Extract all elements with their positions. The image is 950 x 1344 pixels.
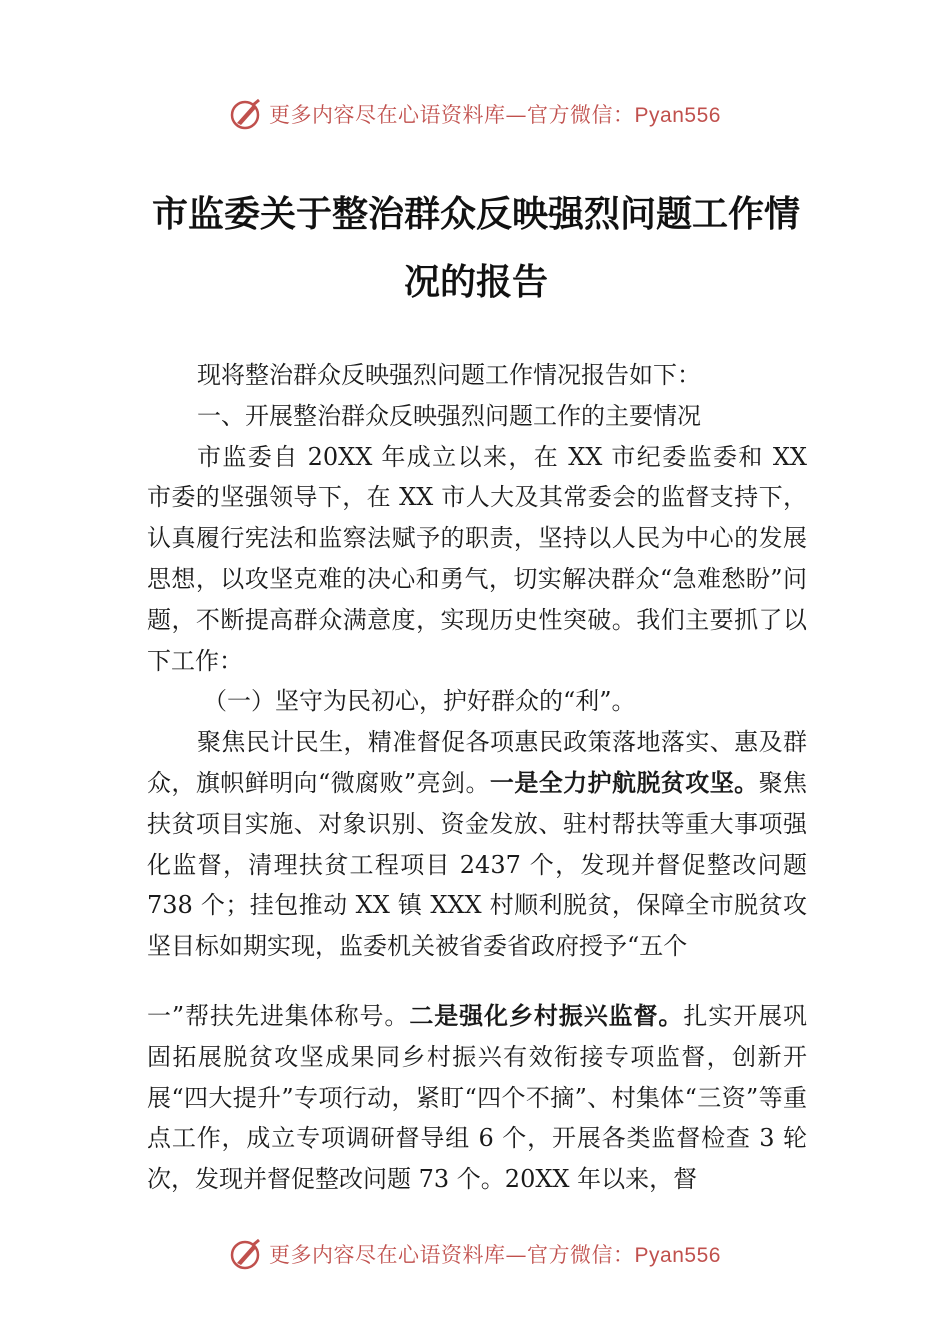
banner-text: 更多内容尽在心语资料库—官方微信：Pyan556 bbox=[269, 1243, 721, 1267]
pen-logo-icon bbox=[229, 1237, 263, 1271]
section-heading-1: 一、开展整治群众反映强烈问题工作的主要情况 bbox=[197, 401, 701, 430]
intro-paragraph: 现将整治群众反映强烈问题工作情况报告如下： bbox=[197, 361, 701, 389]
body-paragraph: 聚焦民计民生，精准督促各项惠民政策落地落实、惠及群众，旗帜鲜明向“微腐败”亮剑。一是全力护航脱贫攻坚。聚焦扶贫项目实施、对象识别、资金发放、驻村帮扶等重大事项强化监督，清理扶贫工程项目 2437 个，发现并督促整改问题 738 个；挂包推动 XX 镇 XXX 村顺利脱贫，保障全市脱贫攻坚目标如期实现，监委机关被省委省政府授予“五个 bbox=[147, 728, 808, 961]
footer-banner bbox=[0, 1234, 950, 1274]
header-banner bbox=[0, 94, 950, 134]
body-paragraph: 市监委自 20XX 年成立以来，在 XX 市纪委监委和 XX 市委的坚强领导下，在 XX 市人大及其常委会的监督支持下，认真履行宪法和监察法赋予的职责，坚持以人民为中心的发展思想，以攻坚克难的决心和勇气，切实解决群众“急难愁盼”问题，不断提高群众满意度，实现历史性突破。我们主要抓了以下工作： bbox=[147, 442, 807, 675]
document-body-part-2 bbox=[147, 996, 807, 1200]
document-title: 市监委关于整治群众反映强烈问题工作情况的报告 bbox=[151, 193, 800, 303]
banner-text: 更多内容尽在心语资料库—官方微信：Pyan556 bbox=[269, 103, 721, 127]
bold-point-2: 二是强化乡村振兴监督。 bbox=[409, 1002, 684, 1030]
document-body-part-1 bbox=[147, 355, 807, 967]
body-paragraph: 一”帮扶先进集体称号。二是强化乡村振兴监督。扎实开展巩固拓展脱贫攻坚成果同乡村振兴有效衔接专项监督，创新开展“四大提升”专项行动，紧盯“四个不摘”、村集体“三资”等重点工作，成立专项调研督导组 6 个，开展各类监督检查 3 轮次，发现并督促整改问题 73 个。20XX 年以来，督 bbox=[147, 1002, 808, 1194]
bold-point-1: 一是全力护航脱贫攻坚。 bbox=[489, 768, 759, 797]
pen-logo-icon bbox=[229, 97, 263, 131]
subsection-heading-1: （一）坚守为民初心，护好群众的“利”。 bbox=[203, 687, 636, 716]
